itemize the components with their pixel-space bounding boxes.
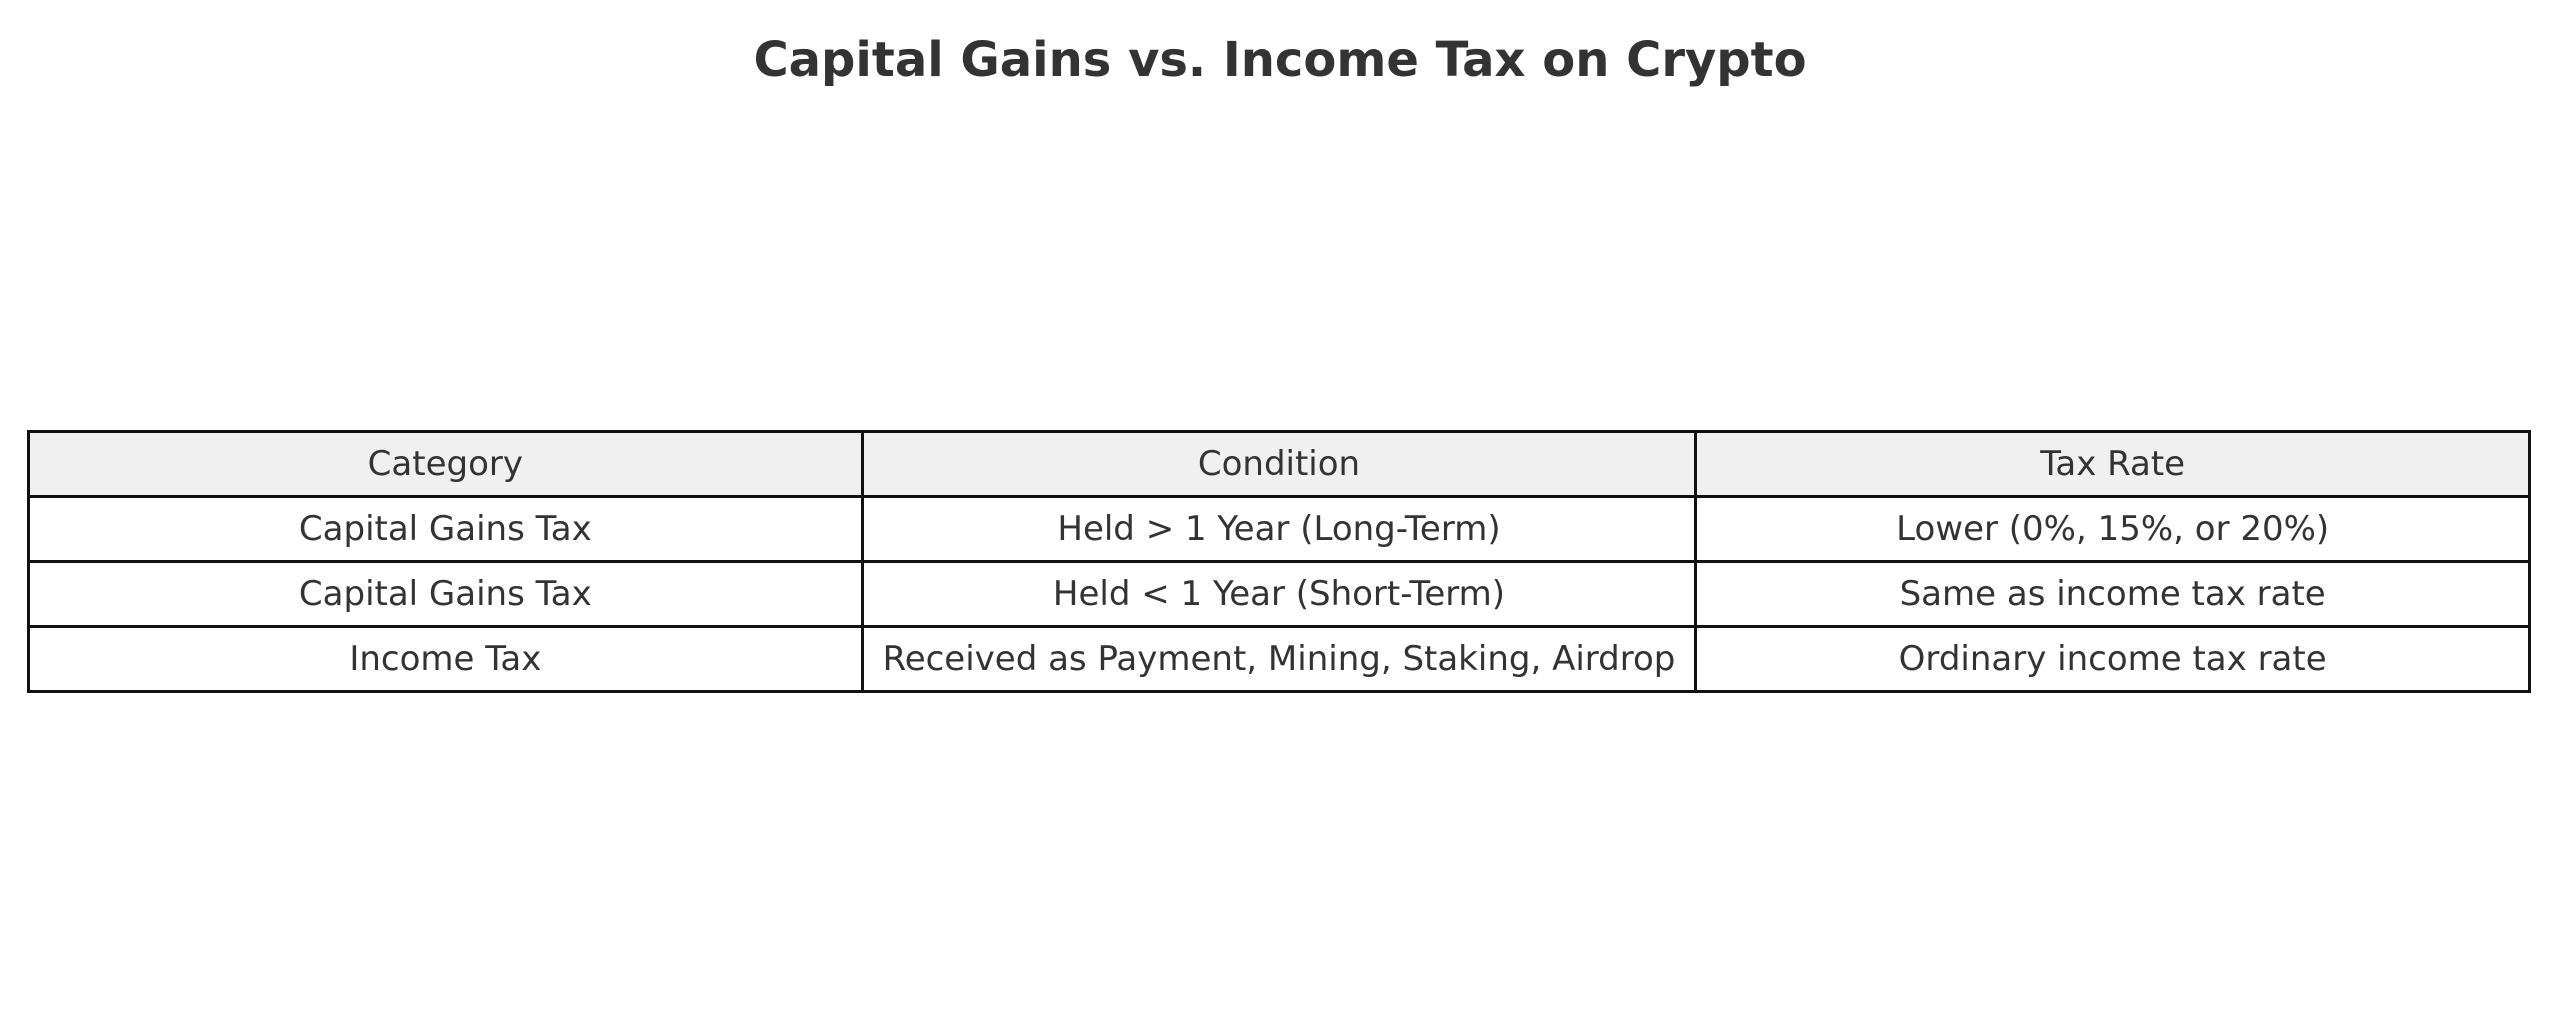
- column-header-tax-rate: Tax Rate: [1696, 432, 2530, 497]
- table-row: [29, 627, 2530, 692]
- table-cell-tax-rate: Ordinary income tax rate: [1696, 627, 2530, 692]
- table-cell-tax-rate: Same as income tax rate: [1696, 562, 2530, 627]
- table-header-row: [29, 432, 2530, 497]
- tax-comparison-table: [27, 430, 2531, 693]
- column-header-condition: Condition: [862, 432, 1696, 497]
- table-cell-condition: Received as Payment, Mining, Staking, Airdrop: [862, 627, 1696, 692]
- chart-title: Capital Gains vs. Income Tax on Crypto: [753, 32, 1807, 88]
- table-cell-category: Capital Gains Tax: [29, 562, 863, 627]
- table-row: [29, 497, 2530, 562]
- table-cell-category: Capital Gains Tax: [29, 497, 863, 562]
- table-cell-condition: Held > 1 Year (Long-Term): [862, 497, 1696, 562]
- table-cell-condition: Held < 1 Year (Short-Term): [862, 562, 1696, 627]
- table-cell-category: Income Tax: [29, 627, 863, 692]
- column-header-category: Category: [29, 432, 863, 497]
- table-cell-tax-rate: Lower (0%, 15%, or 20%): [1696, 497, 2530, 562]
- table-row: [29, 562, 2530, 627]
